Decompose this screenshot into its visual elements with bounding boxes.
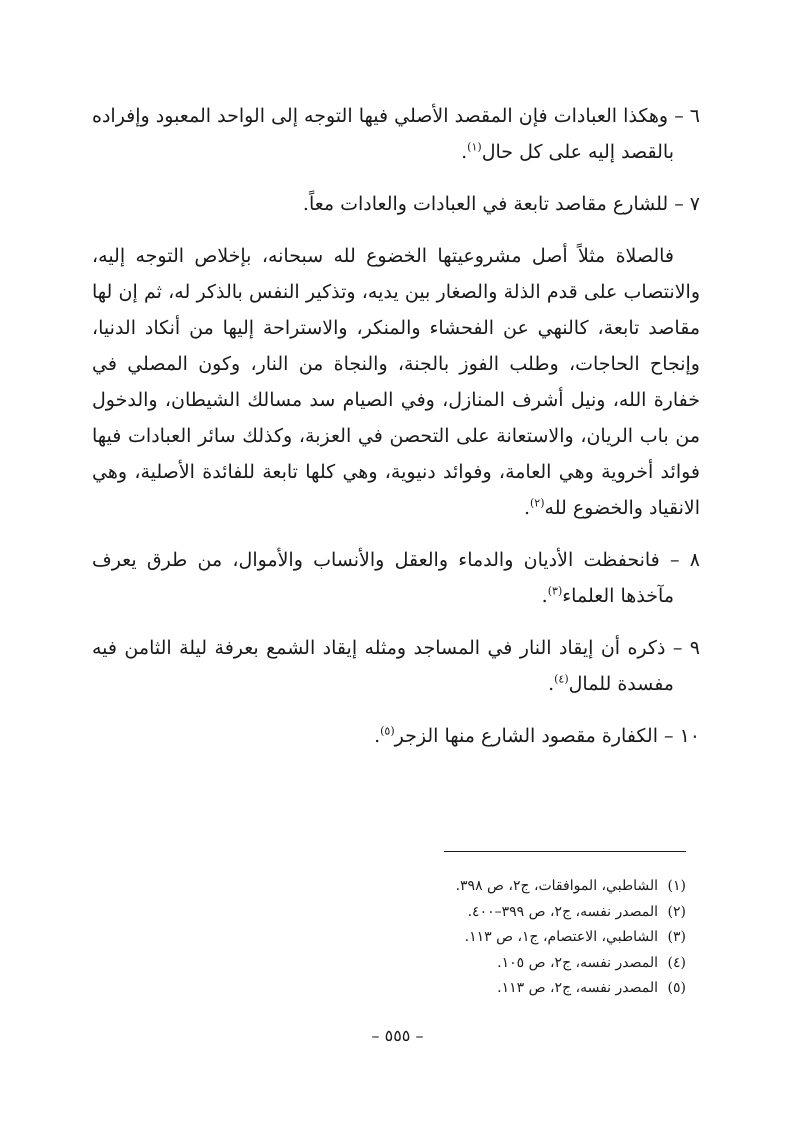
footnote-ref-5: (٥) [380, 724, 395, 738]
footnote-5: (٥)المصدر نفسه، ج٢، ص ١١٣. [497, 980, 686, 996]
footnote-ref-1: (١) [467, 140, 482, 154]
main-text [92, 98, 700, 770]
footnote-4: (٤)المصدر نفسه، ج٢، ص ١٠٥. [497, 954, 686, 971]
footnote-divider [444, 851, 686, 852]
footnote-ref-2: (٢) [530, 496, 545, 510]
paragraph-9: ٩ – ذكره أن إيقاد النار في المساجد ومثله إيقاد الشمع بعرفة ليلة الثامن فيه مفسدة للمال$^{(٤)}$. [92, 637, 700, 695]
footnote-ref-3: (٣) [547, 584, 563, 598]
paragraph-8: ٨ – فانحفظت الأديان والدماء والعقل والأنساب والأموال، من طرق يعرف مآخذها العلماء$^{(٣)}$. [92, 549, 700, 607]
page-number: – ٥٥٥ – [371, 1026, 424, 1045]
paragraph-10: ١٠ – الكفارة مقصود الشارع منها الزجر$^{(٥)}$. [374, 724, 700, 747]
footnote-ref-4: (٤) [554, 672, 569, 686]
footnote-3: (٣)الشاطبي، الاعتصام، ج١، ص ١١٣. [464, 929, 686, 945]
footnote-1: (١)الشاطبي، الموافقات، ج٢، ص ٣٩٨. [455, 878, 686, 894]
footnote-2: (٢)المصدر نفسه، ج٢، ص ٣٩٩–٤٠٠. [467, 903, 686, 920]
footnotes [300, 874, 686, 1002]
paragraph-6: ٦ – وهكذا العبادات فإن المقصد الأصلي فيها التوجه إلى الواحد المعبود وإفراده بالقصد إليه على كل حال$^{(١)}$. [92, 105, 700, 163]
paragraph-7: ٧ – للشارع مقاصد تابعة في العبادات والعادات معاً. [302, 193, 700, 215]
paragraph-prayer: فالصلاة مثلاً أصل مشروعيتها الخضوع لله سبحانه، بإخلاص التوجه إليه، والانتصاب على قدم الذلة والصغار بين يديه، وتذكير النفس بالذكر له، ثم إن لها مقاصد تابعة، كالنهي عن الفحشاء والمنكر، والاستراحة إليها من أنكاد الدنيا، وإنجاح الحاجات، وطلب الفوز بالجنة، والنجاة من النار، وكون المصلي في خفارة الله، ونيل أشرف المنازل، وفي الصيام سد مسالك الشيطان، والدخول من باب الريان، والاستعانة على التحصن في العزبة، وكذلك سائر العبادات فيها فوائد أخروية وهي العامة، وفوائد دنيوية، وهي كلها تابعة للفائدة الأصلية، وهي الانقياد والخضوع لله$^{(٢)}$. [92, 245, 700, 519]
